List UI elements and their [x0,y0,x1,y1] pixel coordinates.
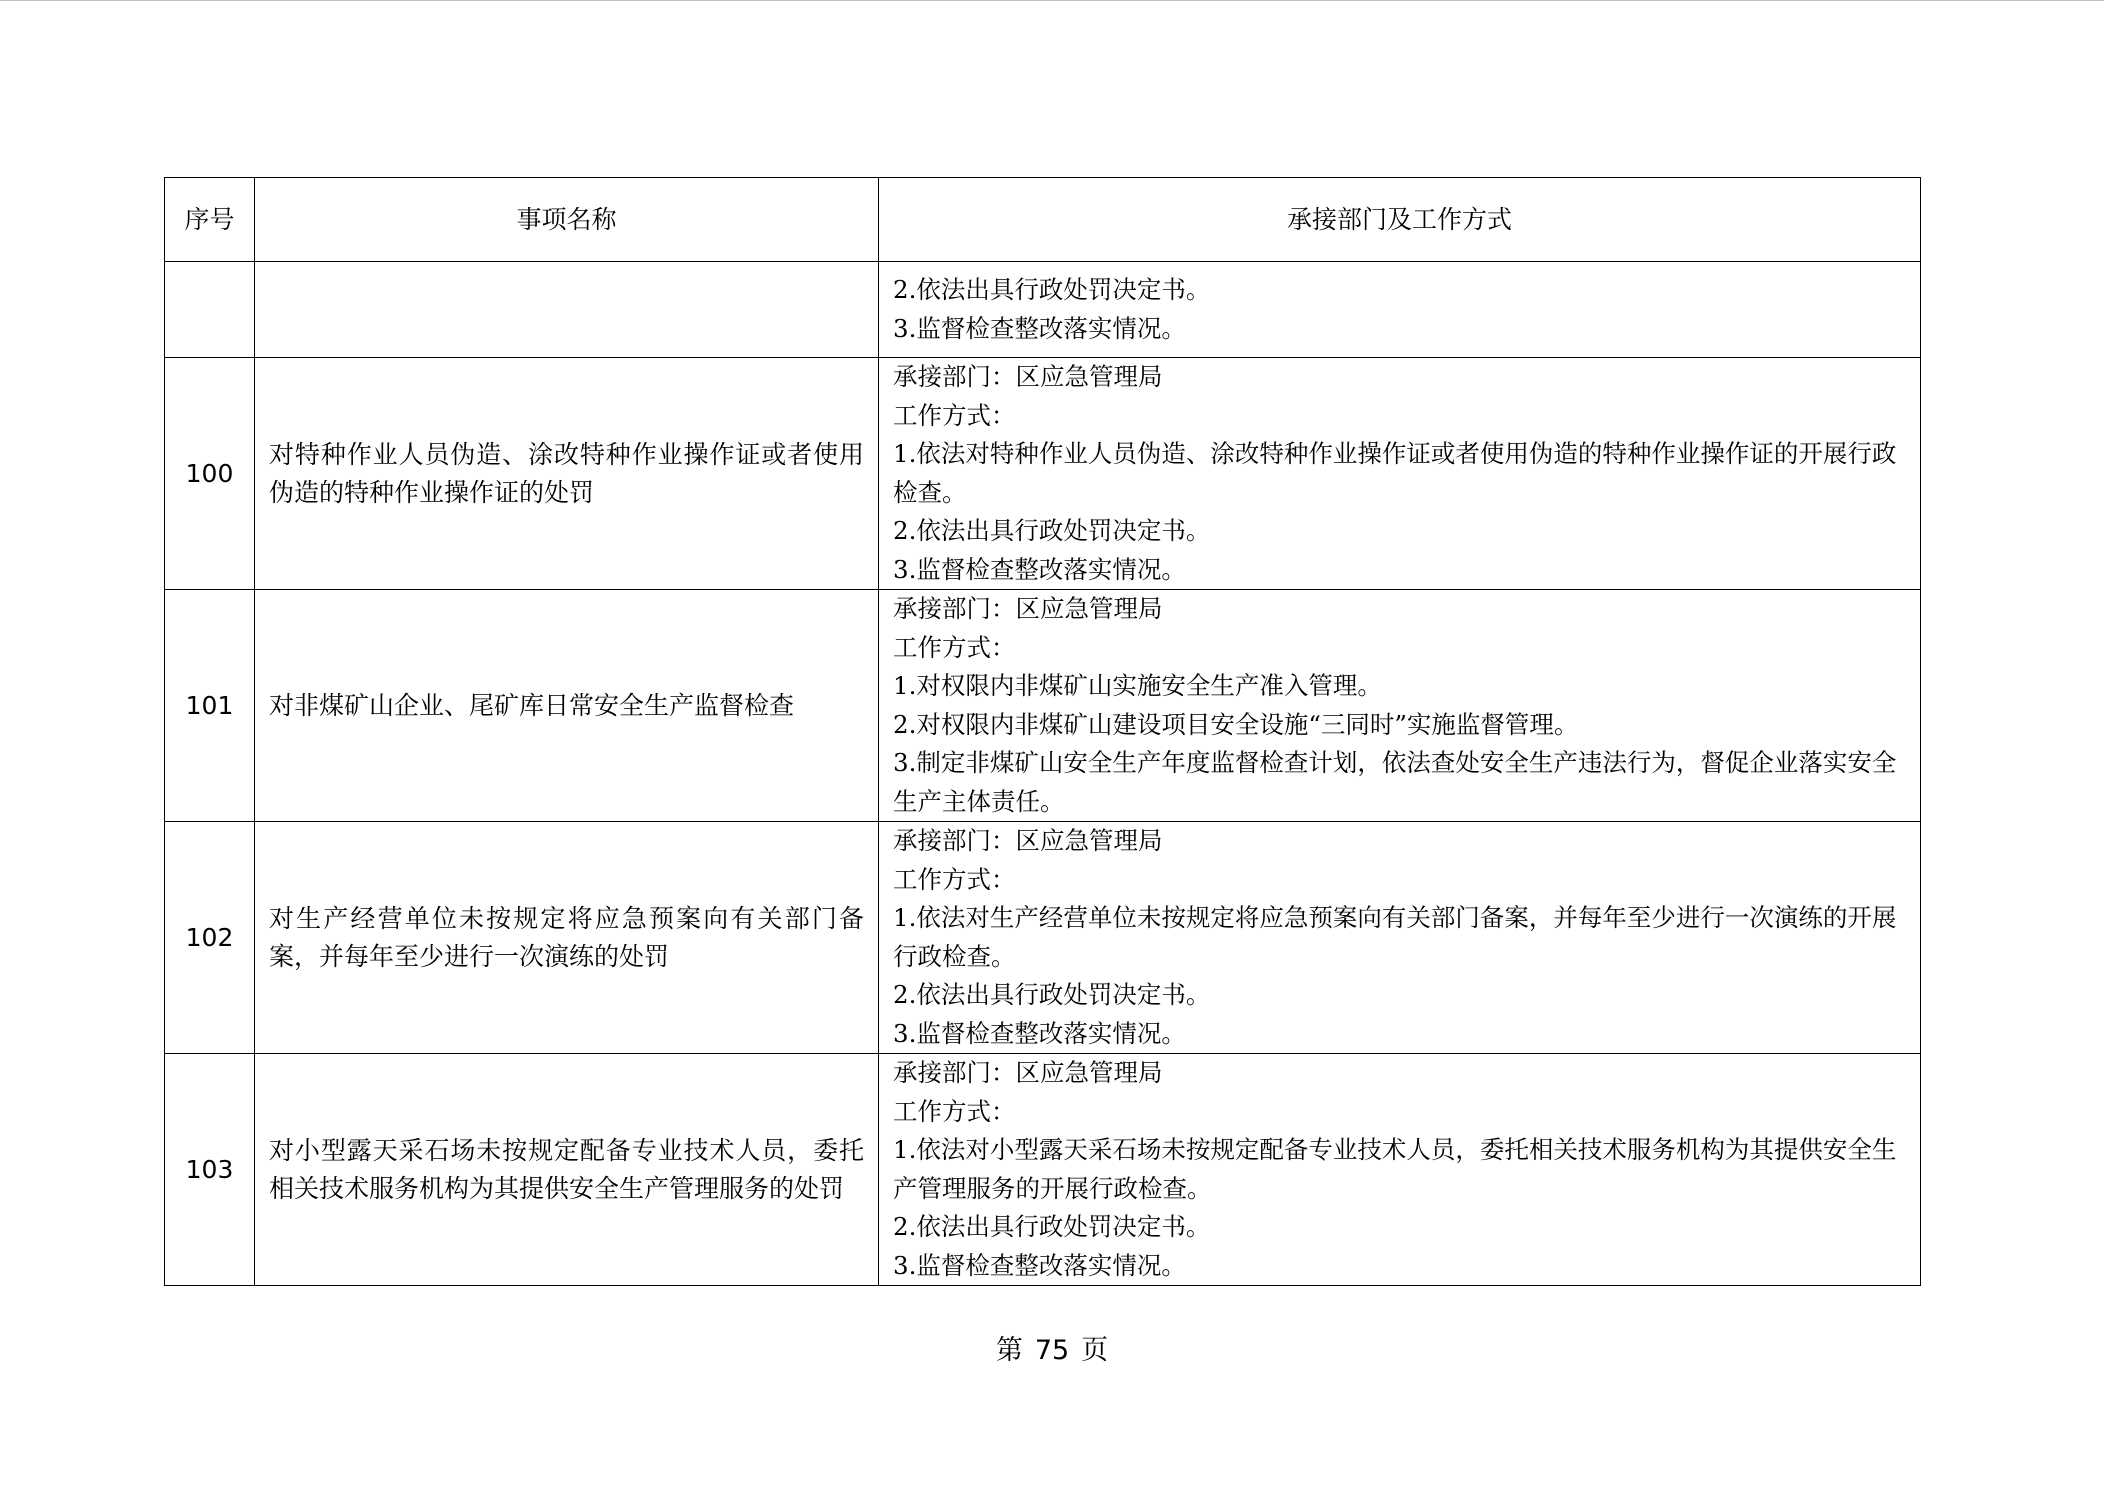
cell-item-name: 对小型露天采石场未按规定配备专业技术人员，委托相关技术服务机构为其提供安全生产管理服务的处罚 [255,1054,879,1286]
detail-line: 3.监督检查整改落实情况。 [893,1250,1186,1280]
detail-line: 3.监督检查整改落实情况。 [893,1018,1186,1048]
detail-line: 1.对权限内非煤矿山实施安全生产准入管理。 [893,671,1382,700]
page-label-prefix: 第 [995,1335,1023,1366]
table-row-continuation [165,262,1921,358]
cell-number: 102 [165,822,255,1054]
cell-number [165,262,255,358]
detail-line: 1.依法对生产经营单位未按规定将应急预案向有关部门备案，并每年至少进行一次演练的开展行政检查。 [893,903,1897,971]
table-row [165,822,1921,1054]
table-row [165,1054,1921,1286]
detail-line: 1.依法对小型露天采石场未按规定配备专业技术人员，委托相关技术服务机构为其提供安全生产管理服务的开展行政检查。 [893,1135,1897,1203]
detail-line: 承接部门：区应急管理局 [893,1058,1163,1087]
detail-line: 承接部门：区应急管理局 [893,594,1163,623]
cell-item-name: 对特种作业人员伪造、涂改特种作业操作证或者使用伪造的特种作业操作证的处罚 [255,358,879,590]
table-row [165,590,1921,822]
header-number: 序号 [165,178,255,262]
cell-details [879,590,1921,822]
cell-details [879,262,1921,358]
detail-line: 工作方式： [893,400,1016,430]
cell-number: 101 [165,590,255,822]
responsibility-table [164,177,1921,1286]
cell-details [879,822,1921,1054]
detail-line: 承接部门：区应急管理局 [893,826,1163,855]
cell-number: 103 [165,1054,255,1286]
table-row [165,358,1921,590]
detail-line: 3.制定非煤矿山安全生产年度监督检查计划，依法查处安全生产违法行为，督促企业落实安全生产主体责任。 [893,748,1897,816]
page-number: 75 [1034,1335,1070,1366]
header-department-method: 承接部门及工作方式 [879,178,1921,262]
cell-item-name: 对非煤矿山企业、尾矿库日常安全生产监督检查 [255,590,879,822]
cell-details [879,1054,1921,1286]
page-footer [0,1331,2104,1371]
detail-line: 2.依法出具行政处罚决定书。 [893,1212,1211,1241]
detail-line: 3.监督检查整改落实情况。 [893,554,1186,584]
detail-line: 3.监督检查整改落实情况。 [893,313,1186,343]
table-header-row [165,178,1921,262]
cell-item-name: 对生产经营单位未按规定将应急预案向有关部门备案，并每年至少进行一次演练的处罚 [255,822,879,1054]
detail-line: 工作方式： [893,1096,1016,1126]
cell-details [879,358,1921,590]
page-label-suffix: 页 [1081,1335,1109,1366]
detail-line: 2.依法出具行政处罚决定书。 [893,275,1211,304]
header-item-name: 事项名称 [255,178,879,262]
detail-line: 2.依法出具行政处罚决定书。 [893,980,1211,1009]
cell-number: 100 [165,358,255,590]
top-border-line [0,0,2104,1]
detail-line: 2.依法出具行政处罚决定书。 [893,516,1211,545]
detail-line: 承接部门：区应急管理局 [893,362,1163,391]
detail-line: 工作方式： [893,632,1016,662]
detail-line: 1.依法对特种作业人员伪造、涂改特种作业操作证或者使用伪造的特种作业操作证的开展行政检查。 [893,439,1897,507]
detail-line: 工作方式： [893,864,1016,894]
cell-item-name [255,262,879,358]
detail-line: 2.对权限内非煤矿山建设项目安全设施“三同时”实施监督管理。 [893,709,1579,739]
